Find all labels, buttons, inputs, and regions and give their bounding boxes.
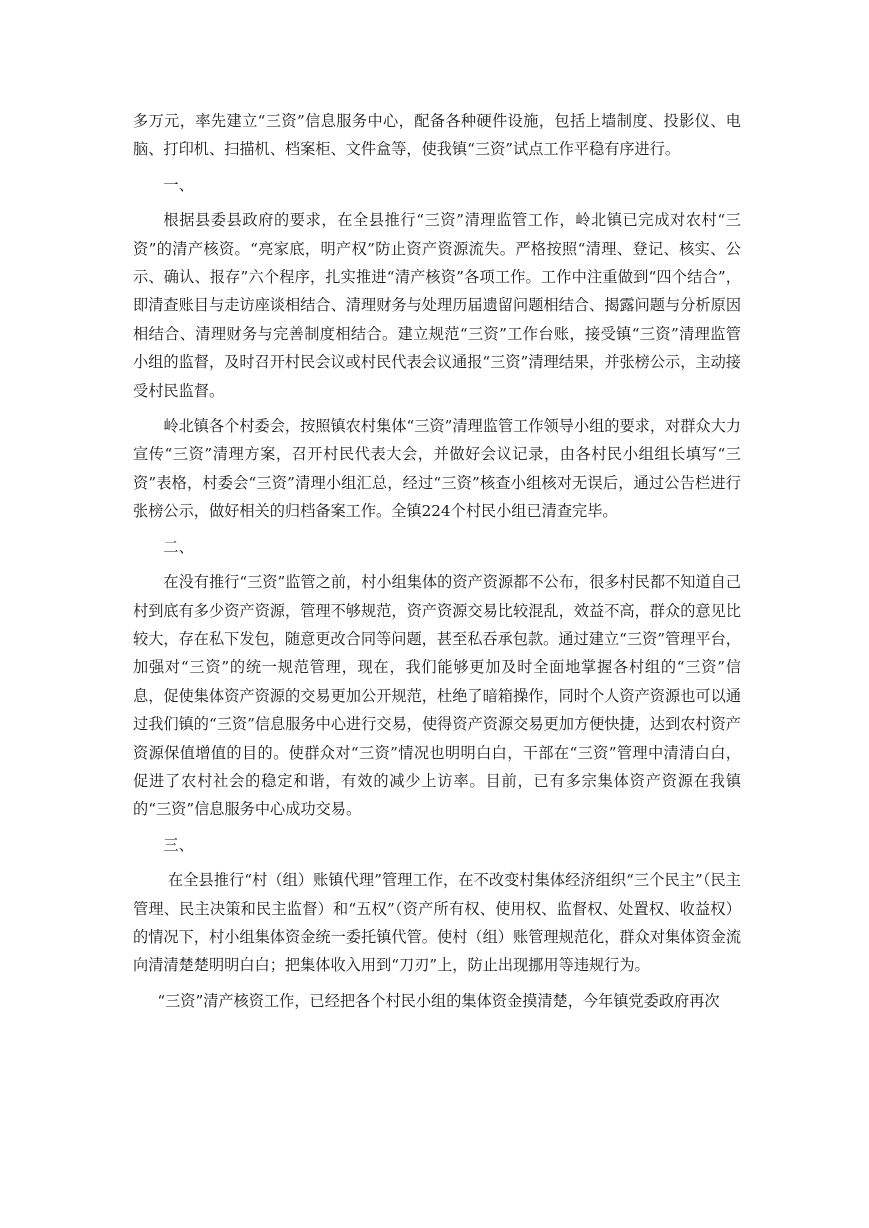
paragraph-section-1-b: 岭北镇各个村委会，按照镇农村集体“三资”清理监管工作领导小组的要求，对群众大力宣传“三资”清理方案，召开村民代表大会，并做好会议记录，由各村民小组组长填写“三资”表格，村委会“三资”清理小组汇总，经过“三资”核查小组核对无误后，通过公告栏进行张榜公示，做好相关的归档备案工作。全镇224个村民小组已清查完毕。 [133,417,741,521]
section-heading-3: 三、 [163,835,194,854]
section-heading-2: 二、 [163,537,194,556]
section-heading-1: 一、 [163,175,194,194]
document-body [133,107,741,1022]
paragraph-section-3-b: “三资”清产核资工作，已经把各个村民小组的集体资金摸清楚，今年镇党委政府再次 [157,991,720,1010]
paragraph-section-3-a: 在全县推行“村（组）账镇代理”管理工作，在不改变村集体经济组织“三个民主”（民主管理、民主决策和民主监督）和“五权”（资产所有权、使用权、监督权、处置权、收益权）的情况下，村小组集体资金统一委托镇代管。使村（组）账管理规范化，群众对集体资金流向清清楚楚明明白白；把集体收入用到“刀刃”上，防止出现挪用等违规行为。 [133,871,741,975]
paragraph-intro-continued: 多万元，率先建立“三资”信息服务中心，配备各种硬件设施，包括上墙制度、投影仪、电脑、打印机、扫描机、档案柜、文件盒等，使我镇“三资”试点工作平稳有序进行。 [133,112,741,159]
paragraph-section-2: 在没有推行“三资”监管之前，村小组集体的资产资源都不公布，很多村民都不知道自己村到底有多少资产资源，管理不够规范，资产资源交易比较混乱，效益不高，群众的意见比较大，存在私下发包，随意更改合同等问题，甚至私吞承包款。通过建立“三资”管理平台，加强对“三资”的统一规范管理，现在，我们能够更加及时全面地掌握各村组的“三资”信息，促使集体资产资源的交易更加公开规范，杜绝了暗箱操作，同时个人资产资源也可以通过我们镇的“三资”信息服务中心进行交易，使得资产资源交易更加方便快捷，达到农村资产资源保值增值的目的。使群众对“三资”情况也明明白白，干部在“三资”管理中清清白白，促进了农村社会的稳定和谐，有效的减少上访率。目前，已有多宗集体资产资源在我镇的“三资”信息服务中心成功交易。 [133,573,741,819]
paragraph-section-1-a: 根据县委县政府的要求，在全县推行“三资”清理监管工作，岭北镇已完成对农村“三资”的清产核资。“亮家底，明产权”防止资产资源流失。严格按照“清理、登记、核实、公示、确认、报存”六个程序，扎实推进“清产核资”各项工作。工作中注重做到“四个结合”，即清查账目与走访座谈相结合、清理财务与处理历届遗留问题相结合、揭露问题与分析原因相结合、清理财务与完善制度相结合。建立规范“三资”工作台账，接受镇“三资”清理监管小组的监督，及时召开村民会议或村民代表会议通报“三资”清理结果，并张榜公示，主动接受村民监督。 [133,211,741,400]
